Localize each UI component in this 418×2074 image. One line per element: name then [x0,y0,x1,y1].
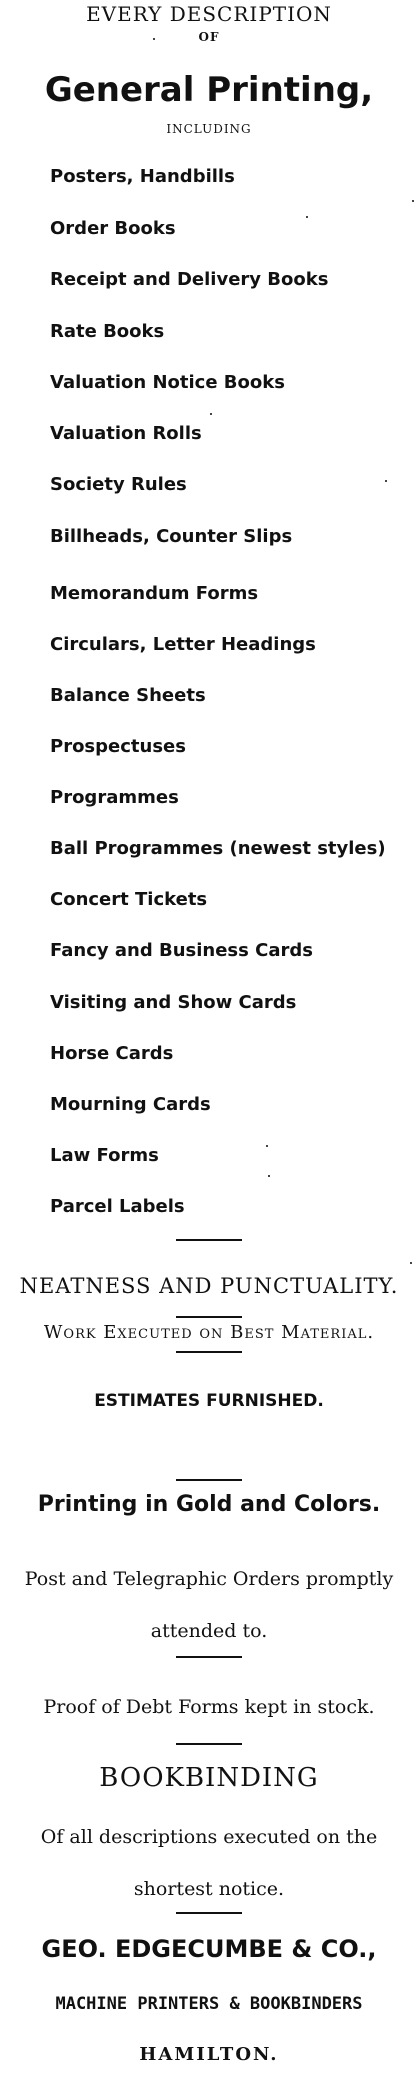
scan-speck [412,200,414,202]
notice-post-orders-line1: Post and Telegraphic Orders promptly [24,1568,394,1590]
list-item-law-forms: Law Forms [50,1145,159,1166]
divider-rule [176,1743,242,1745]
header-of: OF [198,30,220,44]
list-item-valuation-notice-books: Valuation Notice Books [50,372,285,393]
list-item-prospectuses: Prospectuses [50,736,186,757]
scan-speck [410,1262,412,1264]
notice-work-executed: Work Executed on Best Material. [43,1322,375,1343]
list-item-visiting-cards: Visiting and Show Cards [50,992,297,1013]
list-item-balance-sheets: Balance Sheets [50,685,206,706]
scan-speck [266,1145,268,1147]
list-item-concert-tickets: Concert Tickets [50,889,208,910]
divider-rule [176,1656,242,1658]
notice-estimates: ESTIMATES FURNISHED. [94,1391,324,1411]
list-item-horse-cards: Horse Cards [50,1043,174,1064]
header-every-description: EVERY DESCRIPTION [86,2,332,26]
divider-rule [176,1912,242,1914]
list-item-posters: Posters, Handbills [50,166,235,187]
list-item-society-rules: Society Rules [50,474,187,495]
list-item-programmes: Programmes [50,787,179,808]
divider-rule [176,1351,242,1353]
divider-rule [176,1316,242,1318]
divider-rule [176,1479,242,1481]
footer-trade: MACHINE PRINTERS & BOOKBINDERS [55,1994,363,2014]
divider-rule [176,1239,242,1241]
scan-speck [268,1175,270,1177]
list-item-order-books: Order Books [50,218,176,239]
list-item-mourning-cards: Mourning Cards [50,1094,211,1115]
notice-bookbinding: BOOKBINDING [99,1763,319,1793]
header-including: INCLUDING [166,122,252,136]
notice-proof-forms: Proof of Debt Forms kept in stock. [43,1696,375,1718]
scan-speck [153,38,155,40]
notice-descriptions-line2: shortest notice. [133,1878,285,1900]
list-item-valuation-rolls: Valuation Rolls [50,423,202,444]
scan-speck [385,480,387,482]
footer-company: GEO. EDGECUMBE & CO., [41,1935,377,1963]
list-item-parcel-labels: Parcel Labels [50,1196,185,1217]
notice-post-orders-line2: attended to. [150,1620,268,1642]
scan-speck [306,216,308,218]
list-item-receipt-books: Receipt and Delivery Books [50,269,329,290]
list-item-billheads: Billheads, Counter Slips [50,526,293,547]
footer-town: HAMILTON. [139,2044,279,2065]
notice-descriptions-line1: Of all descriptions executed on the [40,1826,378,1848]
list-item-business-cards: Fancy and Business Cards [50,940,313,961]
notice-gold-colors: Printing in Gold and Colors. [37,1492,381,1517]
list-item-rate-books: Rate Books [50,321,165,342]
list-item-circulars: Circulars, Letter Headings [50,634,316,655]
list-item-memorandum-forms: Memorandum Forms [50,583,259,604]
list-item-ball-programmes: Ball Programmes (newest styles) [50,838,386,859]
scan-speck [210,413,212,415]
notice-neatness: NEATNESS AND PUNCTUALITY. [19,1274,399,1298]
page-title: General Printing, [44,70,374,110]
